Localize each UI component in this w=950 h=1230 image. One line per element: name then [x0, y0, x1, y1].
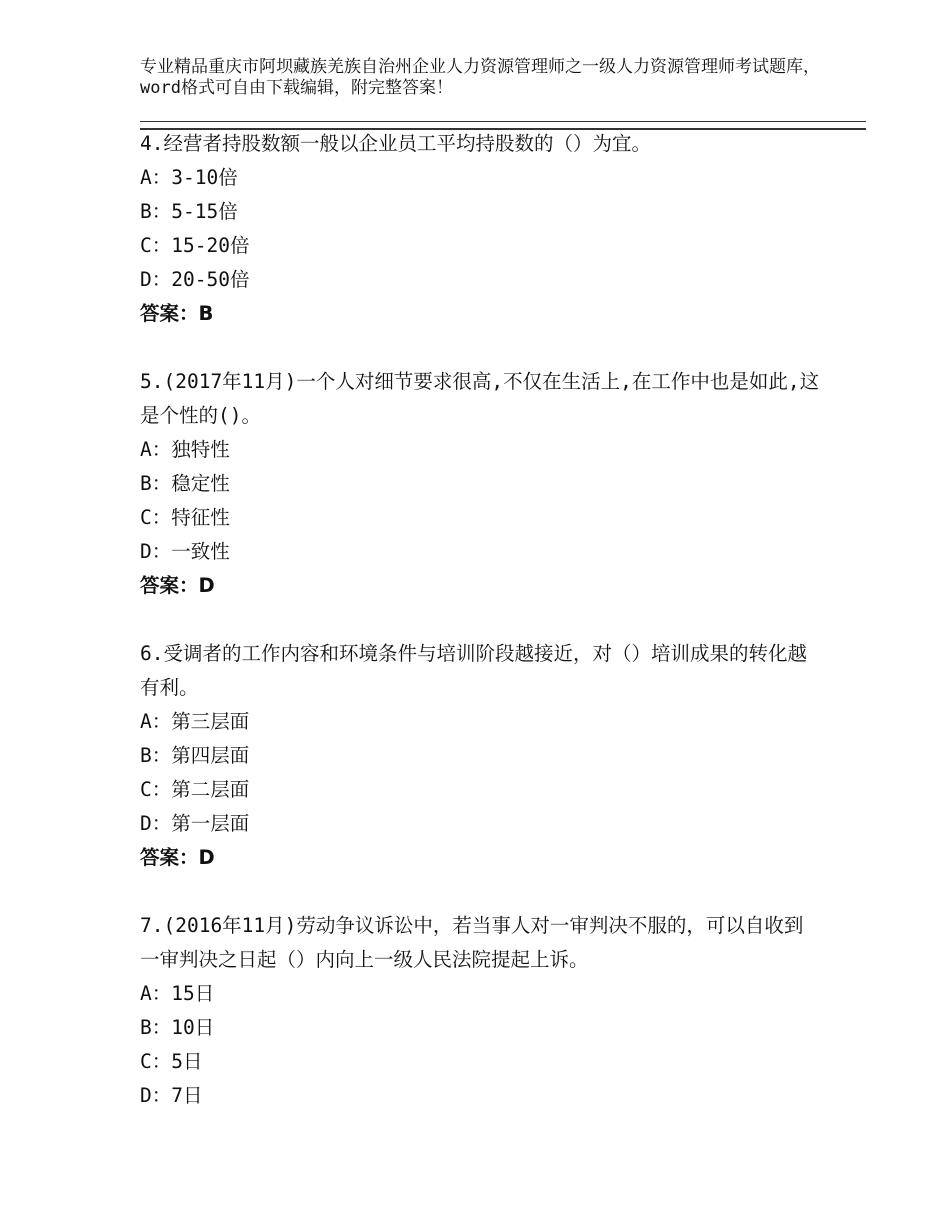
- question-4: [140, 127, 820, 331]
- option-b: B：10日: [140, 1016, 215, 1039]
- option-b: B：5-15倍: [140, 200, 238, 223]
- option-d: D：20-50倍: [140, 268, 250, 291]
- answer-label: 答案：B: [140, 302, 214, 325]
- option-b: B：稳定性: [140, 472, 230, 495]
- question-6: [140, 637, 820, 875]
- option-a: A：独特性: [140, 438, 230, 461]
- option-d: D：7日: [140, 1084, 203, 1107]
- option-a: A：第三层面: [140, 710, 250, 733]
- page-header-title: 专业精品重庆市阿坝藏族羌族自治州企业人力资源管理师之一级人力资源管理师考试题库，word格式可自由下载编辑，附完整答案！: [140, 57, 820, 98]
- option-a: A：3-10倍: [140, 166, 238, 189]
- option-a: A：15日: [140, 982, 215, 1005]
- question-gap: [140, 603, 820, 637]
- option-c: C：第二层面: [140, 778, 250, 801]
- question-stem: 6.受调者的工作内容和环境条件与培训阶段越接近，对（）培训成果的转化越有利。: [140, 642, 807, 699]
- question-7: [140, 909, 820, 1113]
- question-5: [140, 365, 820, 603]
- answer-label: 答案：D: [140, 846, 215, 869]
- question-stem: 4.经营者持股数额一般以企业员工平均持股数的（）为宜。: [140, 132, 651, 155]
- option-c: C：特征性: [140, 506, 230, 529]
- question-stem: 7.(2016年11月)劳动争议诉讼中，若当事人对一审判决不服的，可以自收到一审判决之日起（）内向上一级人民法院提起上诉。: [140, 914, 804, 971]
- answer-label: 答案：D: [140, 574, 215, 597]
- option-d: D：第一层面: [140, 812, 250, 835]
- question-gap: [140, 875, 820, 909]
- option-c: C：5日: [140, 1050, 203, 1073]
- option-c: C：15-20倍: [140, 234, 250, 257]
- question-list: [140, 127, 820, 1113]
- question-gap: [140, 331, 820, 365]
- question-stem: 5.(2017年11月)一个人对细节要求很高,不仅在生活上,在工作中也是如此,这是个性的()。: [140, 370, 820, 427]
- option-d: D：一致性: [140, 540, 230, 563]
- option-b: B：第四层面: [140, 744, 250, 767]
